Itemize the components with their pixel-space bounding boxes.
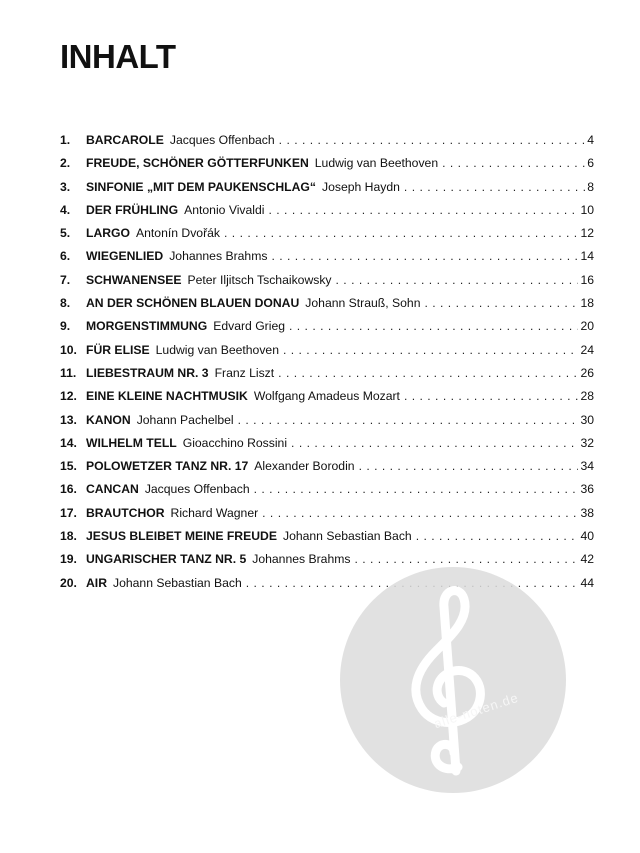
toc-entry-number: 11. (60, 365, 77, 380)
toc-entry-number: 12. (60, 389, 77, 404)
toc-entry-page: 36 (580, 482, 594, 497)
toc-entry-composer: Johannes Brahms (169, 249, 268, 264)
toc-entry-number: 1. (60, 133, 71, 147)
toc-entry-title: DER FRÜHLING (86, 202, 179, 217)
toc-entry-page: 26 (580, 365, 594, 380)
toc-entry-title: SCHWANENSEE (86, 272, 182, 287)
toc-entry-composer: Antonín Dvořák (136, 226, 221, 241)
toc-entry-title: BRAUTCHOR (86, 505, 165, 520)
toc-entry (60, 273, 594, 296)
toc-entry (60, 459, 594, 482)
toc-entry-page: 18 (580, 296, 594, 311)
toc-entry-number: 15. (60, 459, 77, 474)
toc-entry (60, 366, 594, 389)
toc-entry-page: 34 (580, 459, 594, 474)
toc-entry-number: 5. (60, 226, 71, 241)
toc-entry-number: 2. (60, 156, 71, 171)
toc-entry-composer: Richard Wagner (170, 505, 259, 520)
watermark-text: alle-noten.de (432, 689, 521, 732)
toc-entry-page: 28 (580, 389, 594, 404)
toc-entry-number: 20. (60, 575, 77, 590)
toc-entry-page: 40 (580, 529, 594, 544)
dot-leader (359, 459, 579, 473)
toc-entry-title: FREUDE, SCHÖNER GÖTTERFUNKEN (86, 156, 309, 171)
toc-entry-composer: Johann Sebastian Bach (113, 575, 242, 590)
toc-entry-title: POLOWETZER TANZ NR. 17 (86, 459, 249, 474)
toc-entry-page: 44 (580, 575, 594, 590)
toc-entry-page: 6 (587, 156, 594, 171)
dot-leader (404, 180, 585, 194)
toc-entry-composer: Johann Sebastian Bach (282, 529, 412, 544)
toc-entry-composer: Joseph Haydn (322, 179, 400, 194)
toc-entry-title: JESUS BLEIBET MEINE FREUDE (86, 529, 277, 544)
toc-entry (60, 249, 594, 272)
toc-entry-composer: Wolfgang Amadeus Mozart (253, 389, 400, 404)
toc-entry-number: 3. (60, 179, 71, 194)
toc-entry-title: CANCAN (86, 482, 139, 497)
dot-leader (262, 506, 578, 520)
toc-entry-composer: Johann Pachelbel (136, 412, 234, 427)
toc-entry-composer: Johannes Brahms (252, 552, 351, 567)
toc-entry-page: 30 (580, 412, 594, 427)
dot-leader (271, 249, 578, 263)
toc-entry-number: 14. (60, 435, 77, 450)
page-title: INHALT (60, 38, 176, 75)
table-of-contents (60, 133, 594, 599)
toc-entry-page: 20 (580, 319, 594, 334)
toc-entry-page: 14 (580, 249, 594, 264)
toc-entry-title: SINFONIE „MIT DEM PAUKENSCHLAG“ (86, 179, 316, 194)
toc-entry-composer: Alexander Borodin (254, 459, 355, 474)
toc-entry-title: AN DER SCHÖNEN BLAUEN DONAU (86, 296, 300, 311)
toc-entry-composer: Peter Iljitsch Tschaikowsky (187, 272, 332, 287)
toc-entry-title: WIEGENLIED (86, 249, 164, 264)
toc-entry-composer: Antonio Vivaldi (184, 202, 265, 217)
dot-leader (278, 366, 578, 380)
toc-entry-page: 12 (580, 226, 594, 241)
dot-leader (279, 133, 586, 147)
toc-entry-title: LARGO (86, 226, 131, 241)
toc-entry-composer: Ludwig van Beethoven (314, 156, 439, 171)
dot-leader (442, 156, 585, 170)
toc-entry-composer: Gioacchino Rossini (182, 435, 288, 450)
toc-entry (60, 343, 594, 366)
toc-entry (60, 296, 594, 319)
toc-entry (60, 226, 594, 249)
toc-entry (60, 319, 594, 342)
toc-entry-page: 16 (580, 272, 594, 287)
toc-entry (60, 389, 594, 412)
dot-leader (424, 296, 578, 310)
toc-entry-number: 4. (60, 202, 71, 217)
toc-entry (60, 133, 594, 156)
toc-entry-title: AIR (86, 575, 107, 590)
toc-entry-composer: Franz Liszt (214, 365, 275, 380)
dot-leader (404, 389, 578, 403)
toc-entry-number: 19. (60, 552, 77, 567)
toc-entry (60, 436, 594, 459)
toc-entry-page: 8 (587, 179, 594, 194)
toc-entry-number: 8. (60, 296, 71, 311)
toc-entry-page: 10 (580, 202, 594, 217)
toc-entry-title: UNGARISCHER TANZ NR. 5 (86, 552, 247, 567)
dot-leader (224, 226, 578, 240)
toc-entry-composer: Ludwig van Beethoven (155, 342, 279, 357)
toc-entry-composer: Edvard Grieg (213, 319, 286, 334)
toc-entry (60, 413, 594, 436)
toc-entry (60, 180, 594, 203)
toc-entry-number: 10. (60, 342, 77, 357)
toc-entry (60, 529, 594, 552)
toc-entry-number: 16. (60, 482, 77, 497)
toc-entry-page: 24 (580, 342, 594, 357)
toc-entry-number: 7. (60, 272, 71, 287)
toc-entry-number: 6. (60, 249, 71, 264)
dot-leader (291, 436, 578, 450)
dot-leader (336, 273, 579, 287)
treble-clef-icon (340, 567, 566, 793)
toc-entry-page: 42 (580, 552, 594, 567)
dot-leader (238, 413, 579, 427)
toc-entry-title: LIEBESTRAUM NR. 3 (86, 365, 209, 380)
toc-entry-number: 9. (60, 319, 71, 334)
dot-leader (269, 203, 579, 217)
toc-entry-title: MORGENSTIMMUNG (86, 319, 208, 334)
toc-entry-title: BARCAROLE (86, 133, 164, 147)
toc-entry-number: 13. (60, 412, 77, 427)
toc-entry-number: 18. (60, 529, 77, 544)
toc-entry-composer: Jacques Offenbach (169, 133, 275, 147)
dot-leader (354, 552, 578, 566)
dot-leader (283, 343, 578, 357)
toc-entry (60, 203, 594, 226)
toc-entry (60, 482, 594, 505)
watermark (340, 567, 566, 793)
toc-entry-title: WILHELM TELL (86, 435, 177, 450)
toc-entry-composer: Johann Strauß, Sohn (305, 296, 421, 311)
toc-entry-title: FÜR ELISE (86, 342, 150, 357)
toc-entry-page: 4 (587, 133, 594, 147)
toc-entry (60, 506, 594, 529)
toc-entry-title: EINE KLEINE NACHTMUSIK (86, 389, 248, 404)
toc-entry-page: 32 (580, 435, 594, 450)
toc-entry-composer: Jacques Offenbach (144, 482, 250, 497)
toc-entry-page: 38 (580, 505, 594, 520)
toc-entry-number: 17. (60, 505, 77, 520)
dot-leader (254, 482, 579, 496)
toc-entry-title: KANON (86, 412, 131, 427)
dot-leader (416, 529, 579, 543)
dot-leader (289, 319, 578, 333)
toc-entry (60, 156, 594, 179)
